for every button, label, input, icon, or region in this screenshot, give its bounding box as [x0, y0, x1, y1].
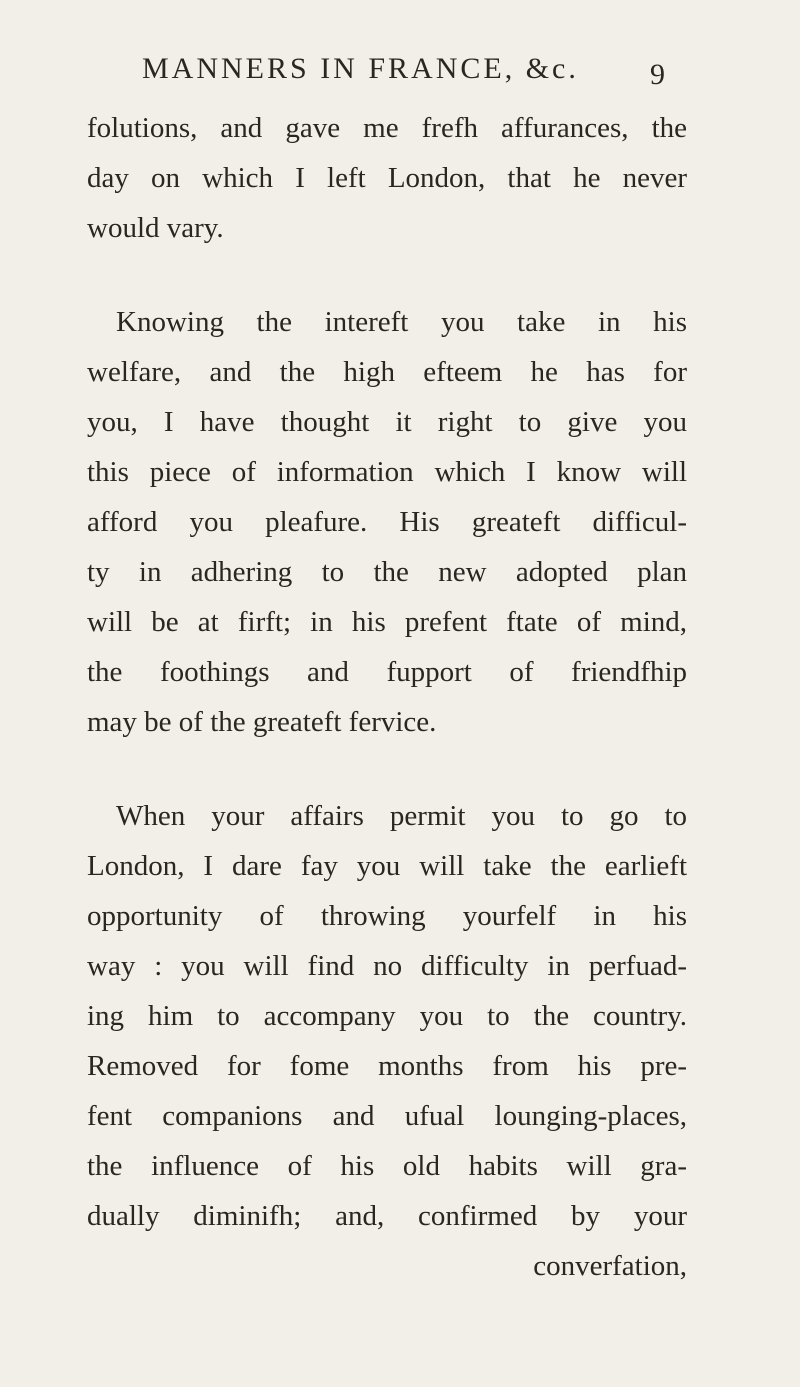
text-line: When your affairs permit you to go to: [116, 800, 687, 832]
paragraph: [87, 103, 687, 253]
text-line: ty in adhering to the new adopted plan: [87, 556, 687, 588]
text-line: will be at firft; in his prefent ftate of mind,: [87, 606, 687, 638]
text-line: folutions, and gave me frefh affurances, the: [87, 112, 687, 144]
text-line: day on which I left London, that he never: [87, 162, 687, 194]
text-line: afford you pleafure. His greateft difficul-: [87, 506, 687, 538]
paragraph: [87, 297, 687, 747]
running-head: [0, 44, 800, 94]
catchword: converfation,: [533, 1250, 687, 1282]
paragraph-gap: [87, 747, 687, 791]
text-line: Removed for fome months from his pre-: [87, 1050, 687, 1082]
text-line: London, I dare fay you will take the earlieft: [87, 850, 687, 882]
paragraph-gap: [87, 253, 687, 297]
text-line: the foothings and fupport of friendfhip: [87, 656, 687, 688]
text-line: would vary.: [87, 212, 224, 244]
text-line: the influence of his old habits will gra-: [87, 1150, 687, 1182]
paragraph: [87, 791, 687, 1241]
text-line: welfare, and the high efteem he has for: [87, 356, 687, 388]
text-body: [87, 103, 687, 1291]
text-line: opportunity of throwing yourfelf in his: [87, 900, 687, 932]
text-line: Knowing the intereft you take in his: [116, 306, 687, 338]
text-line: dually diminifh; and, confirmed by your: [87, 1200, 687, 1232]
text-line: fent companions and ufual lounging-places,: [87, 1100, 687, 1132]
text-line: this piece of information which I know will: [87, 456, 687, 488]
page-number: 9: [650, 58, 665, 91]
text-line: you, I have thought it right to give you: [87, 406, 687, 438]
text-line: way : you will find no difficulty in perfuad-: [87, 950, 687, 982]
text-line: ing him to accompany you to the country.: [87, 1000, 687, 1032]
running-title: MANNERS IN FRANCE, &c.: [142, 52, 579, 85]
text-line: may be of the greateft fervice.: [87, 706, 437, 738]
